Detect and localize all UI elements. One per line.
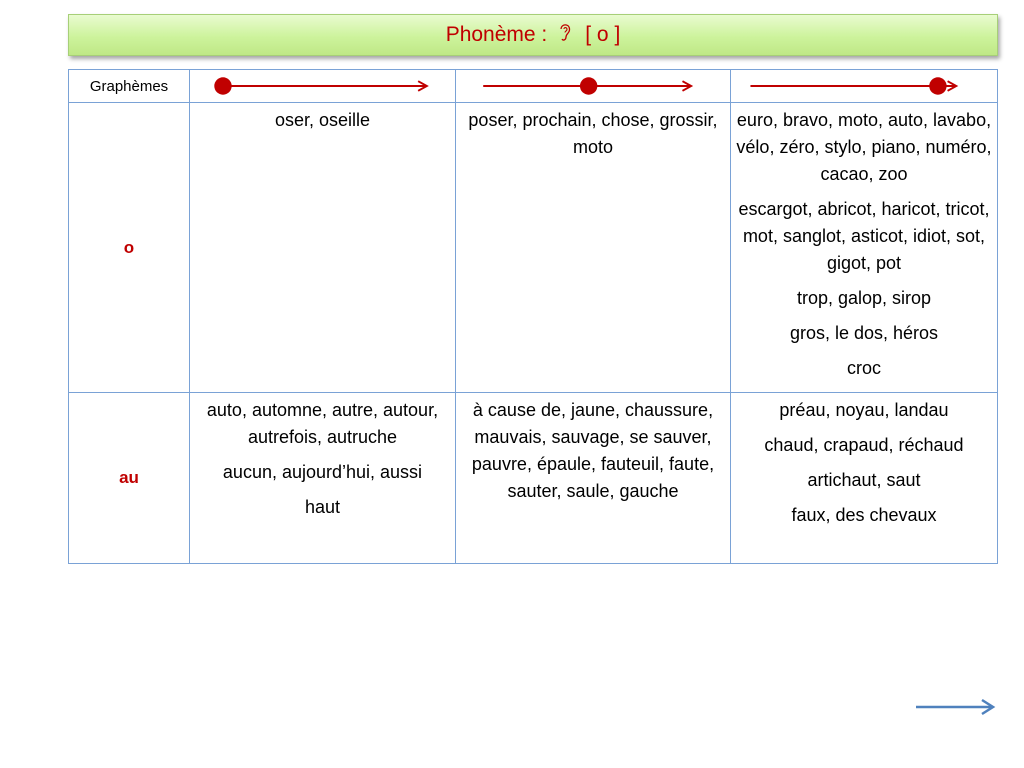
word-group: croc [846,358,881,378]
position-middle-header [456,70,731,103]
word-group: faux, des chevaux [791,505,937,525]
words-start [190,393,456,564]
word-group: préau, noyau, landau [779,400,949,420]
words-end [731,103,998,393]
position-end-header [731,70,998,103]
ear-icon [557,21,573,49]
word-group: aucun, aujourd’hui, aussi [222,462,423,482]
word-group: à cause de, jaune, chaussure, mauvais, sauvage, se sauver, pauvre, épaule, fauteuil, faute, sauter, saule, gauche [471,400,715,501]
words-middle [456,103,731,393]
table-row [69,393,998,564]
grapheme-label: o [69,103,190,393]
header-label: Graphèmes [69,70,190,103]
arrow-middle-icon [460,75,726,97]
position-start-header [190,70,456,103]
arrow-start-icon [194,75,451,97]
title-label: Phonème : [445,23,548,46]
next-arrow-icon[interactable] [914,696,998,718]
phoneme-symbol: [ o ] [585,23,621,46]
word-group: auto, automne, autre, autour, autrefois, autruche [206,400,439,447]
words-end [731,393,998,564]
word-group: euro, bravo, moto, auto, lavabo, vélo, zéro, stylo, piano, numéro, cacao, zoo [736,110,992,184]
words-start [190,103,456,393]
table-row [69,103,998,393]
word-group: poser, prochain, chose, grossir, moto [468,110,718,157]
word-group: haut [304,497,341,517]
word-group: artichaut, saut [807,470,921,490]
arrow-end-icon [735,75,993,97]
word-group: gros, le dos, héros [789,323,939,343]
word-group: oser, oseille [274,110,371,130]
header-row [69,70,998,103]
grapheme-label: au [69,393,190,564]
grapheme-table [68,69,998,564]
word-group: chaud, crapaud, réchaud [764,435,964,455]
title-banner [68,14,998,56]
word-group: trop, galop, sirop [796,288,932,308]
word-group: escargot, abricot, haricot, tricot, mot, sanglot, asticot, idiot, sot, gigot, pot [738,199,990,273]
words-middle [456,393,731,564]
